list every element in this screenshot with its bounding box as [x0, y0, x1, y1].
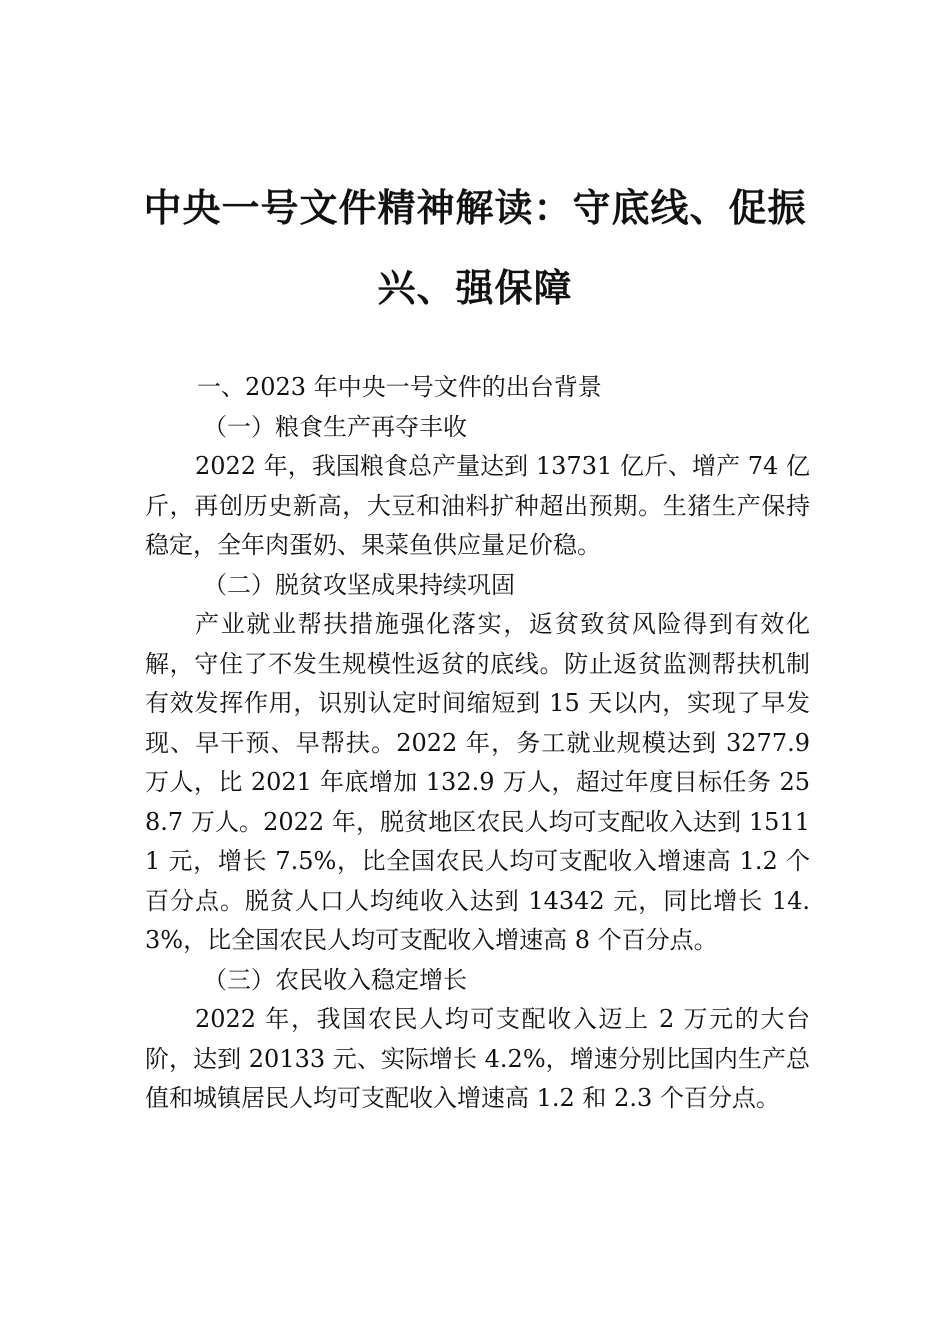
title-line-1: 中央一号文件精神解读：守底线、促振	[143, 186, 807, 230]
subsection-heading-1: （一）粮食生产再夺丰收	[203, 412, 467, 441]
subsection-heading-3: （三）农民收入稳定增长	[203, 965, 467, 994]
subsection-heading-2: （二）脱贫攻坚成果持续巩固	[203, 570, 515, 599]
paragraph-2: 产业就业帮扶措施强化落实，返贫致贫风险得到有效化解，守住了不发生规模性返贫的底线。防止返贫监测帮扶机制有效发挥作用，识别认定时间缩短到 15 天以内，实现了早发现、早干预、早帮扶。2022 年，务工就业规模达到 3277.9 万人，比 2021 年底增加 132.9 万人，超过年度目标任务 258.7 万人。2022 年，脱贫地区农民人均可支配收入达到 15111 元，增长 7.5%，比全国农民人均可支配收入增速高 1.2 个百分点。脱贫人口人均纯收入达到 14342 元，同比增长 14.3%，比全国农民人均可支配收入增速高 8 个百分点。	[145, 610, 810, 954]
section-heading: 一、2023 年中央一号文件的出台背景	[197, 373, 602, 401]
paragraph-1: 2022 年，我国粮食总产量达到 13731 亿斤、增产 74 亿斤，再创历史新高，大豆和油料扩种超出预期。生猪生产保持稳定，全年肉蛋奶、果菜鱼供应量足价稳。	[145, 452, 810, 559]
paragraph-3: 2022 年，我国农民人均可支配收入迈上 2 万元的大台阶，达到 20133 元、实际增长 4.2%，增速分别比国内生产总值和城镇居民人均可支配收入增速高 1.2 和 2.3 个百分点。	[145, 1005, 810, 1112]
document-title	[140, 168, 810, 328]
document-body	[145, 368, 810, 1119]
title-line-2: 兴、强保障	[377, 266, 573, 310]
